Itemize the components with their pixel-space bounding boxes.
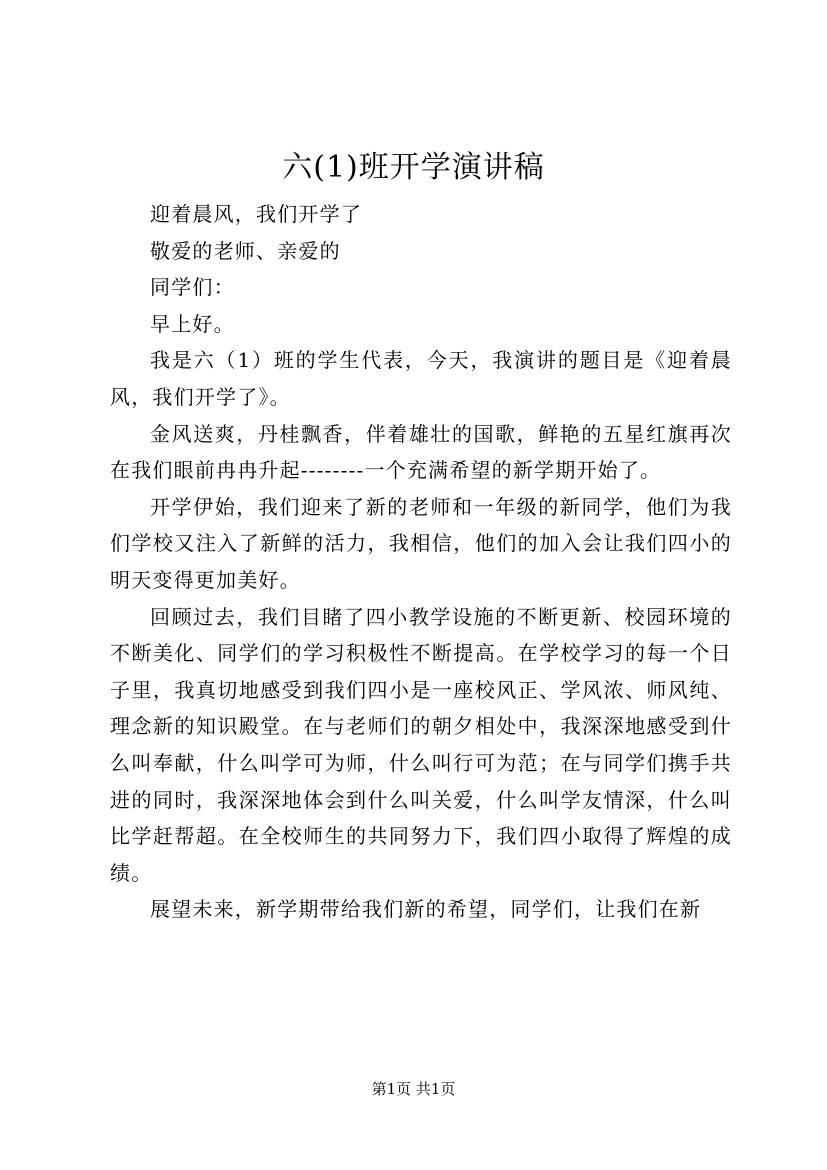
paragraph: 同学们： (150, 275, 235, 300)
paragraph: 回顾过去，我们目睹了四小教学设施的不断更新、校园环境的不断美化、同学们的学习积极性不断提高。在学校学习的每一个日子里，我真切地感受到我们四小是一座校风正、学风浓、师风纯、理念新的知识殿堂。在与老师们的朝夕相处中，我深深地感受到什么叫奉献，什么叫学可为师，什么叫行可为范；在与同学们携手共进的同时，我深深地体会到什么叫关爱，什么叫学友情深，什么叫比学赶帮超。在全校师生的共同努力下，我们四小取得了辉煌的成绩。 (110, 604, 732, 885)
paragraph: 开学伊始，我们迎来了新的老师和一年级的新同学，他们为我们学校又注入了新鲜的活力，我相信，他们的加入会让我们四小的明天变得更加美好。 (110, 494, 732, 592)
paragraph: 我是六（1）班的学生代表，今天，我演讲的题目是《迎着晨风，我们开学了》。 (110, 348, 732, 409)
document-title: 六(1)班开学演讲稿 (282, 150, 545, 185)
paragraph: 金风送爽，丹桂飘香，伴着雄壮的国歌，鲜艳的五星红旗再次在我们眼前冉冉升起--------一个充满希望的新学期开始了。 (110, 421, 732, 483)
document-body (110, 196, 732, 928)
paragraph: 展望未来，新学期带给我们新的希望，同学们，让我们在新 (150, 897, 702, 922)
paragraph: 早上好。 (150, 311, 235, 336)
paragraph: 敬爱的老师、亲爱的 (150, 238, 341, 263)
paragraph: 迎着晨风，我们开学了 (150, 202, 362, 226)
page-footer: 第1页 共1页 (371, 1080, 456, 1098)
